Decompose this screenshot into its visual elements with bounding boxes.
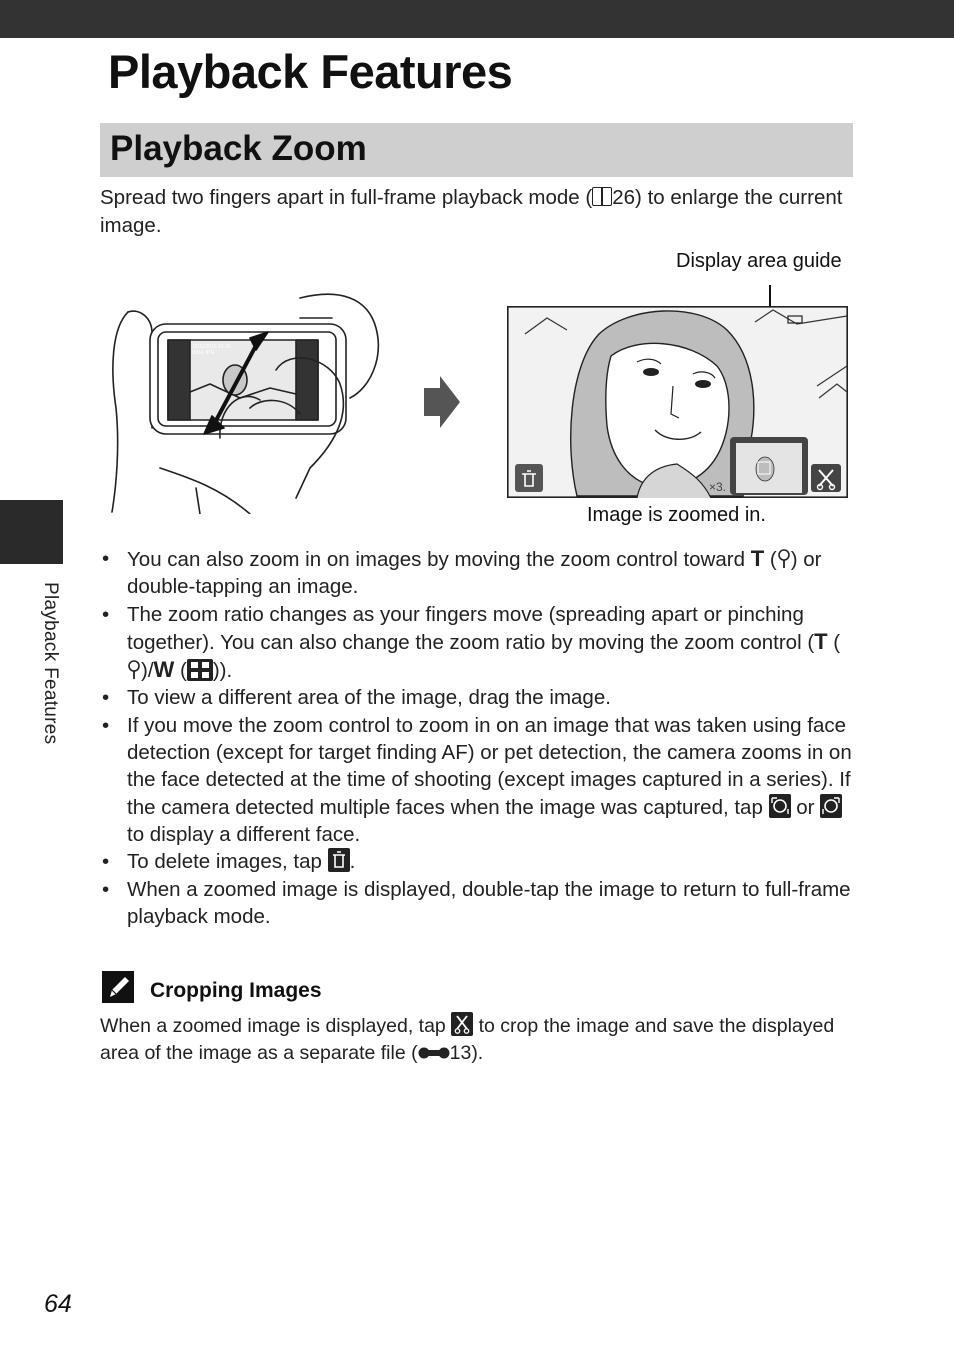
bullet-text: If you move the zoom control to zoom in on an image that was taken using face detection (except for target finding AF) or pet detection, the camera zooms in on the face detected at the time of shooting (except images captured in a series). If the camera detected multiple faces when the image was captured, tap [127, 713, 852, 819]
note-text: to crop the image and save the displayed area of the image as a separate file ( [100, 1015, 835, 1064]
next-arrow-icon [422, 376, 462, 428]
bullet-text: ( [764, 548, 777, 571]
magnify-icon [127, 660, 141, 680]
book-ref-icon [592, 187, 612, 206]
note-body [100, 1012, 860, 1067]
bullet-drag [100, 684, 852, 711]
face-next-icon [820, 794, 842, 818]
bullet-zoom-control [100, 545, 852, 601]
pinch-zoom-hands-illustration [100, 288, 390, 514]
side-tab [0, 500, 63, 564]
bullet-text: You can also zoom in on images by moving the zoom control toward [127, 548, 751, 571]
bullet-text: or [790, 795, 821, 819]
bullet-list [100, 545, 852, 930]
bullet-text: To delete images, tap [127, 850, 328, 874]
bullet-text: To view a different area of the image, drag the image. [127, 686, 611, 710]
section-band [100, 123, 853, 177]
tele-glyph: T [750, 546, 765, 571]
intro-text-after: ) to enlarge the current image. [100, 186, 843, 237]
bullet-text: to display a different face. [127, 822, 361, 846]
tele-glyph: T [814, 628, 828, 654]
wide-glyph: W [153, 657, 175, 683]
display-area-guide-caption: Display area guide [676, 250, 842, 272]
top-bar [0, 0, 954, 38]
page-title: Playback Features [108, 45, 513, 98]
face-prev-icon [769, 794, 791, 818]
bullet-face-detection [100, 712, 852, 848]
camera-lcd-date: 15/11/2015 15:30 [192, 344, 231, 350]
reference-section-icon [418, 1045, 450, 1061]
image-zoomed-caption: Image is zoomed in. [587, 504, 766, 526]
side-tab-label: Playback Features [40, 582, 61, 745]
section-title: Playback Zoom [110, 129, 367, 168]
intro-ref-page: 26 [612, 186, 636, 209]
thumbnail-grid-icon [187, 659, 213, 681]
zoomed-screen-illustration [507, 306, 848, 498]
page-number: 64 [44, 1290, 72, 1318]
crop-icon [451, 1012, 473, 1036]
bullet-text: ( [174, 659, 187, 683]
bullet-zoom-ratio [100, 601, 852, 685]
note-heading: Cropping Images [150, 979, 322, 1002]
bullet-text: )/ [141, 659, 154, 683]
bullet-text: When a zoomed image is displayed, double-tap the image to return to full-frame playback mode. [127, 877, 851, 928]
magnify-icon [777, 549, 791, 569]
note-pencil-icon [102, 971, 134, 1003]
bullet-text: )). [212, 659, 233, 683]
bullet-text: ( [827, 630, 841, 654]
screen-trash-icon [515, 464, 543, 492]
bullet-text: The zoom ratio changes as your fingers move (spreading apart or pinching together). You can also change the zoom ratio by moving the zoom control ( [127, 602, 815, 654]
bullet-delete [100, 848, 852, 875]
bullet-double-tap [100, 876, 852, 931]
bullet-text: ) or double-tapping an image. [127, 548, 822, 599]
note-ref: 13 [449, 1042, 472, 1064]
intro-paragraph [100, 184, 852, 240]
note-text: ). [471, 1042, 484, 1064]
bullet-text: . [349, 850, 356, 874]
screen-zoom-ratio: ×3. [709, 480, 727, 494]
camera-lcd-file: 0004.JPG [192, 350, 215, 356]
note-text: When a zoomed image is displayed, tap [100, 1015, 452, 1037]
intro-text-before: Spread two fingers apart in full-frame playback mode ( [100, 186, 593, 209]
trash-icon [328, 848, 350, 872]
